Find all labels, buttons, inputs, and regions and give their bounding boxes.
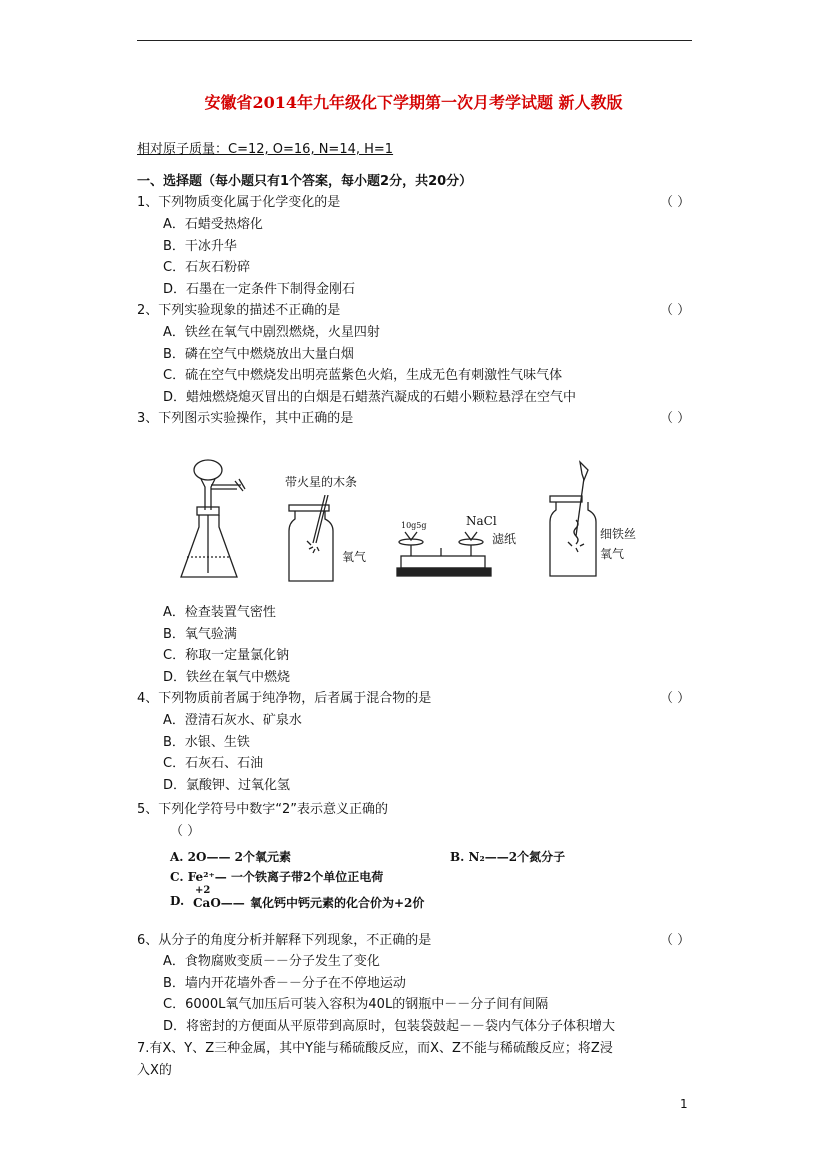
- figure-c-balance: [395, 528, 495, 580]
- q2-option-a: A．铁丝在氧气中剧烈燃烧，火星四射: [163, 325, 380, 340]
- atomic-masses: 相对原子质量：C=12, O=16, N=14, H=1: [137, 142, 394, 157]
- q4-option-b: B．水银、生铁: [163, 735, 250, 750]
- answer-blank-2: （ ）: [660, 303, 691, 318]
- q6-option-c: C．6000L氧气加压后可装入容积为40L的钢瓶中－－分子间有间隔: [163, 997, 549, 1012]
- q3-option-a: A．检查装置气密性: [163, 605, 276, 620]
- q4-option-d: D．氯酸钾、过氧化氢: [163, 778, 291, 793]
- question-7-line-2: 入X的: [137, 1063, 172, 1078]
- label-oxygen-b: 氧气: [342, 550, 367, 564]
- label-filter-paper: 滤纸: [492, 532, 517, 546]
- label-glowing-splint: 带火星的木条: [285, 475, 358, 489]
- q6-option-d: D．将密封的方便面从平原带到高原时，包装袋鼓起－－袋内气体分子体积增大: [163, 1019, 616, 1034]
- q5-option-d-valence: +2: [195, 885, 211, 896]
- q5-option-d-text: 氧化钙中钙元素的化合价为+2价: [250, 896, 425, 910]
- q5-option-b: B. N₂——2个氮分子: [450, 850, 566, 864]
- q1-option-d: D．石墨在一定条件下制得金刚石: [163, 282, 356, 297]
- q5-option-c: C. Fe²⁺— 一个铁离子带2个单位正电荷: [170, 870, 384, 884]
- label-nacl: NaCl: [466, 514, 497, 528]
- answer-blank-5: （ ）: [170, 824, 201, 839]
- q3-option-d: D．铁丝在氧气中燃烧: [163, 670, 291, 685]
- q6-option-b: B．墙内开花墙外香－－分子在不停地运动: [163, 976, 406, 991]
- figure-b-oxygen-full-test: [285, 495, 365, 587]
- answer-blank-3: （ ）: [660, 411, 691, 426]
- figure-d-iron-wire-burning: [548, 460, 618, 580]
- question-6-stem: 6、从分子的角度分析并解释下列现象，不正确的是: [137, 933, 432, 948]
- question-4-stem: 4、下列物质前者属于纯净物，后者属于混合物的是: [137, 691, 432, 706]
- q4-option-a: A．澄清石灰水、矿泉水: [163, 713, 302, 728]
- answer-blank-6: （ ）: [660, 933, 691, 948]
- label-weights: 10g5g: [401, 521, 427, 530]
- q5-option-a: A. 2O—— 2个氧元素: [170, 850, 291, 864]
- section-heading: 一、选择题（每小题只有1个答案，每小题2分，共20分）: [137, 174, 473, 189]
- question-2-stem: 2、下列实验现象的描述不正确的是: [137, 303, 341, 318]
- q2-option-c: C．硫在空气中燃烧发出明亮蓝紫色火焰，生成无色有刺激性气味气体: [163, 368, 563, 383]
- figure-a-airtightness-check: [175, 455, 255, 585]
- q1-option-c: C．石灰石粉碎: [163, 260, 251, 275]
- q5-option-d-letter: D.: [170, 894, 185, 908]
- q6-option-a: A．食物腐败变质－－分子发生了变化: [163, 954, 380, 969]
- q5-option-d-formula: CaO——: [193, 896, 245, 910]
- answer-blank-1: （ ）: [660, 195, 691, 210]
- question-3-stem: 3、下列图示实验操作，其中正确的是: [137, 411, 354, 426]
- question-7-line-1: 7.有X、Y、Z三种金属，其中Y能与稀硫酸反应，而X、Z不能与稀硫酸反应；将Z浸: [137, 1041, 613, 1056]
- q3-option-b: B．氧气验满: [163, 627, 237, 642]
- q1-option-a: A．石蜡受热熔化: [163, 217, 263, 232]
- header-rule: [137, 40, 692, 41]
- page-number: 1: [680, 1097, 688, 1111]
- answer-blank-4: （ ）: [660, 691, 691, 706]
- label-oxygen-d: 氧气: [600, 547, 625, 561]
- q4-option-c: C．石灰石、石油: [163, 756, 264, 771]
- q3-option-c: C．称取一定量氯化钠: [163, 648, 290, 663]
- q2-option-d: D．蜡烛燃烧熄灭冒出的白烟是石蜡蒸汽凝成的石蜡小颗粒悬浮在空气中: [163, 390, 577, 405]
- q1-option-b: B．干冰升华: [163, 239, 237, 254]
- label-fine-iron-wire: 细铁丝: [600, 527, 637, 541]
- q2-option-b: B．磷在空气中燃烧放出大量白烟: [163, 347, 354, 362]
- question-5-stem: 5、下列化学符号中数字“2”表示意义正确的: [137, 802, 389, 817]
- document-title: 安徽省2014年九年级化下学期第一次月考学试题 新人教版: [204, 93, 623, 112]
- question-1-stem: 1、下列物质变化属于化学变化的是: [137, 195, 341, 210]
